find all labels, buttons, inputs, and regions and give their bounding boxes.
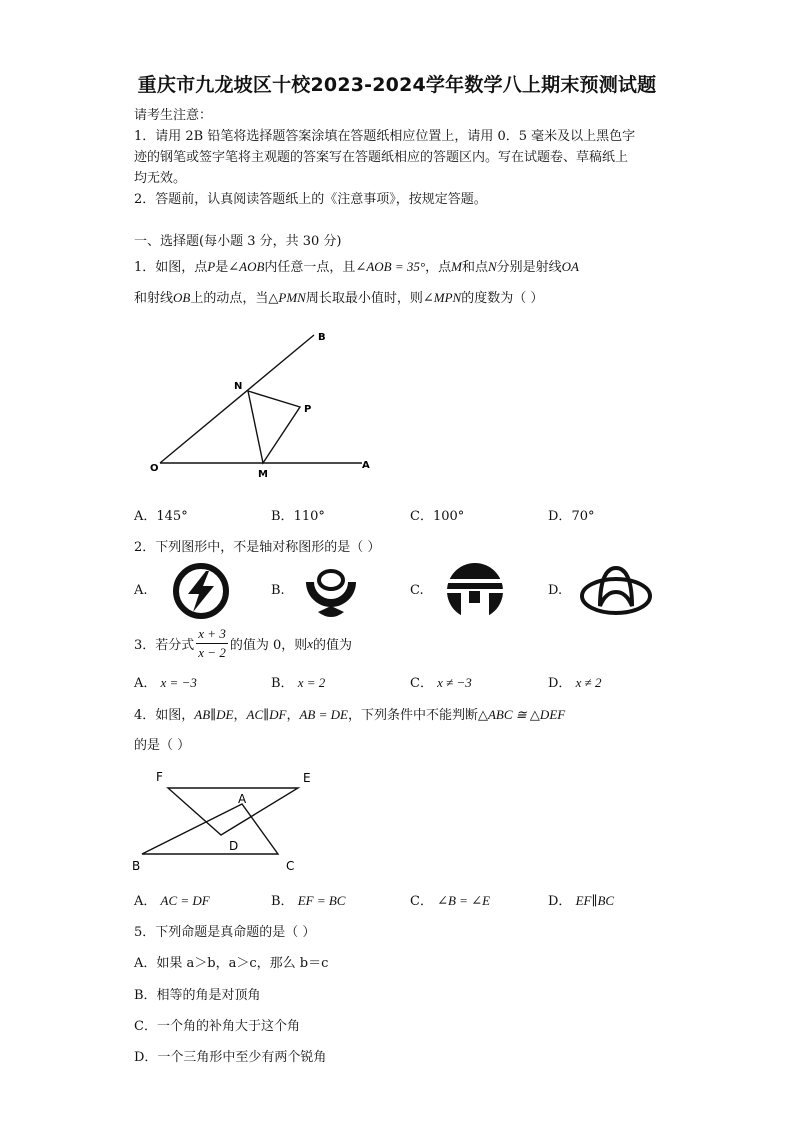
label-f: F xyxy=(156,770,163,784)
q1-stem-line-2 xyxy=(134,287,543,306)
q4-option-d[interactable] xyxy=(548,890,614,909)
q3-option-a[interactable] xyxy=(134,672,197,691)
option-text: 145° xyxy=(156,509,188,524)
q3-text: 的值为 0，则 xyxy=(229,638,308,653)
q4-text: 4．如图， xyxy=(134,708,195,723)
q1-angle-aob: ∠AOB xyxy=(228,259,265,274)
option-letter: C． xyxy=(410,894,433,909)
section-heading: 一、选择题(每小题 3 分，共 30 分) xyxy=(134,234,342,249)
label-m: M xyxy=(258,469,268,480)
triangle-pmn xyxy=(248,391,300,463)
q1-ray-oa: OA xyxy=(561,259,579,274)
saucer-emblem-icon[interactable] xyxy=(578,562,654,618)
triangle-abc xyxy=(142,804,278,854)
option-text: AC = DF xyxy=(160,893,210,908)
q1-var-n: N xyxy=(487,259,497,274)
label-p: P xyxy=(304,404,312,415)
q1-var-p: P xyxy=(207,259,216,274)
q1-text: 分别是射线 xyxy=(496,260,562,275)
q3-fraction xyxy=(196,625,228,662)
q5-option-b[interactable]: B．相等的角是对顶角 xyxy=(134,988,261,1003)
ray-ob xyxy=(160,335,314,463)
label-c: C xyxy=(286,859,295,873)
q4-text: ，下列条件中不能判断 xyxy=(347,708,478,723)
lightning-icon[interactable] xyxy=(168,563,234,619)
q1-text: 和点 xyxy=(461,260,488,275)
fraction-numerator: x + 3 xyxy=(196,625,228,644)
badge-emblem-icon[interactable] xyxy=(298,562,364,620)
q3-option-d[interactable] xyxy=(548,672,601,691)
label-d: D xyxy=(229,839,239,853)
q1-triangle: △PMN xyxy=(268,290,306,305)
option-text: 70° xyxy=(571,509,595,524)
option-text: EF∥BC xyxy=(575,893,615,908)
q1-stem-line-1 xyxy=(134,256,579,275)
q1-angle-eq: ∠AOB = 35° xyxy=(355,259,426,274)
label-a: A xyxy=(362,460,370,471)
option-text: x = −3 xyxy=(160,675,197,690)
notice-heading: 请考生注意： xyxy=(134,108,213,123)
q1-text: 上的动点，当 xyxy=(190,291,269,306)
page-title: 重庆市九龙坡区十校2023-2024学年数学八上期末预测试题 xyxy=(137,74,657,96)
option-letter: A． xyxy=(134,676,157,691)
q2-option-d-label[interactable]: D. xyxy=(548,583,563,598)
label-o: O xyxy=(150,463,159,474)
q3-text: 3．若分式 xyxy=(134,638,195,653)
q3-option-c[interactable] xyxy=(410,672,472,691)
q1-text: 和射线 xyxy=(134,291,174,306)
q5-stem: 5．下列命题是真命题的是（ ） xyxy=(134,925,316,940)
q1-text: 1．如图，点 xyxy=(134,260,208,275)
q3-text: 的值为 xyxy=(313,638,353,653)
q1-option-d[interactable] xyxy=(548,505,594,524)
q2-option-a-label[interactable]: A. xyxy=(134,583,148,598)
q1-text: 周长取最小值时，则 xyxy=(305,291,423,306)
q3-stem xyxy=(134,625,352,662)
q4-option-c[interactable] xyxy=(410,890,490,909)
q4-stem-line-1 xyxy=(134,704,565,723)
q2-stem: 2．下列图形中，不是轴对称图形的是（ ） xyxy=(134,540,381,555)
option-letter: A． xyxy=(134,509,157,524)
option-letter: B． xyxy=(271,509,294,524)
notice-line-3: 均无效。 xyxy=(134,171,187,186)
q4-option-b[interactable] xyxy=(271,890,345,909)
notice-line-2: 迹的钢笔或签字笔将主观题的答案写在答题纸相应的答题区内。写在试题卷、草稿纸上 xyxy=(134,150,629,165)
option-text: x ≠ −3 xyxy=(437,675,472,690)
option-text: x = 2 xyxy=(297,675,326,690)
q4-text: ， xyxy=(286,708,300,723)
q4-option-a[interactable] xyxy=(134,890,210,909)
q1-option-c[interactable] xyxy=(410,505,464,524)
q4-stem-line-2: 的是（ ） xyxy=(134,738,191,753)
q5-option-c[interactable]: C．一个角的补角大于这个角 xyxy=(134,1019,300,1034)
q1-var-m: M xyxy=(451,259,462,274)
q4-cond-3: AB = DE xyxy=(299,707,348,722)
option-letter: D． xyxy=(548,894,572,909)
option-letter: C． xyxy=(410,509,433,524)
q4-text: ， xyxy=(233,708,247,723)
fraction-denominator: x − 2 xyxy=(198,645,226,660)
label-a: A xyxy=(238,792,247,806)
option-text: 110° xyxy=(293,509,325,524)
label-e: E xyxy=(303,771,311,785)
q2-option-b-label[interactable]: B. xyxy=(271,583,285,598)
notice-line-4: 2．答题前，认真阅读答题纸上的《注意事项》，按规定答题。 xyxy=(134,192,487,207)
option-text: EF = BC xyxy=(297,893,346,908)
label-b: B xyxy=(318,332,326,343)
option-letter: C． xyxy=(410,676,433,691)
option-letter: A． xyxy=(134,894,157,909)
q1-text: ，点 xyxy=(425,260,452,275)
q1-option-b[interactable] xyxy=(271,505,325,524)
q5-option-d[interactable]: D．一个三角形中至少有两个锐角 xyxy=(134,1050,327,1065)
q1-text: 内任意一点，且 xyxy=(264,260,356,275)
q1-option-a[interactable] xyxy=(134,505,188,524)
q3-option-b[interactable] xyxy=(271,672,325,691)
label-b: B xyxy=(132,859,141,873)
q4-cond-1: AB∥DE xyxy=(194,707,234,722)
q1-text: 是 xyxy=(215,260,229,275)
label-n: N xyxy=(234,381,243,392)
q1-figure xyxy=(140,325,380,485)
option-text: 100° xyxy=(432,509,465,524)
q4-figure xyxy=(128,764,328,876)
q1-text: 的度数为（ ） xyxy=(461,291,544,306)
option-letter: B． xyxy=(271,676,294,691)
circle-pillars-icon[interactable] xyxy=(441,561,509,621)
option-text: ∠B = ∠E xyxy=(437,893,491,908)
triangle-def xyxy=(168,788,298,835)
q1-ray-ob: OB xyxy=(173,290,191,305)
q5-option-a[interactable]: A．如果 a＞b，a＞c，那么 b＝c xyxy=(134,956,329,971)
q1-angle-mpn: ∠MPN xyxy=(422,290,462,305)
option-text: x ≠ 2 xyxy=(575,675,602,690)
option-letter: D． xyxy=(548,509,572,524)
option-letter: D． xyxy=(548,676,572,691)
option-letter: B． xyxy=(271,894,294,909)
q4-congruence: △ABC ≅ △DEF xyxy=(477,707,566,722)
q3-var-x: x xyxy=(307,635,314,651)
notice-line-1: 1．请用 2B 铅笔将选择题答案涂填在答题纸相应位置上，请用 0．5 毫米及以上黑色字 xyxy=(134,129,636,144)
q4-cond-2: AC∥DF xyxy=(246,707,287,722)
q2-option-c-label[interactable]: C. xyxy=(410,583,424,598)
